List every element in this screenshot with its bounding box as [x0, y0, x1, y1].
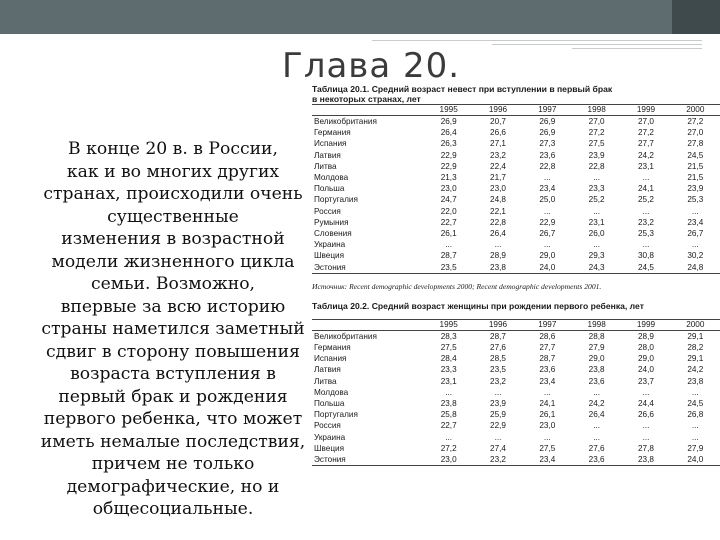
table-row [312, 194, 720, 205]
value-cell: 27,9 [588, 343, 605, 353]
value-cell: 28,3 [440, 331, 457, 341]
value-cell: 23,1 [588, 217, 605, 227]
header-blank-cell [312, 105, 424, 116]
country-cell: Молдова [314, 387, 349, 397]
value-cell: 28,9 [490, 251, 506, 261]
country-cell: Латвия [314, 365, 341, 375]
body-line: первый брак и рождения [58, 386, 288, 407]
value-cell: 23,0 [539, 421, 556, 431]
slide-title: Глава 20. [282, 46, 461, 86]
value-cell: 24,7 [440, 195, 457, 205]
table-row [312, 239, 720, 250]
table-row [312, 364, 720, 375]
table-row [312, 150, 720, 161]
value-cell: 22,7 [440, 217, 457, 227]
value-cell: 22,7 [440, 421, 457, 431]
value-cell: ... [642, 432, 650, 442]
country-cell: Швеция [314, 251, 345, 261]
value-cell: 26,1 [440, 229, 457, 239]
body-line: изменения в возрастной [61, 229, 285, 249]
value-cell: 27,8 [687, 139, 704, 149]
value-cell: 23,3 [440, 365, 457, 375]
value-cell: 27,2 [440, 443, 457, 453]
country-cell: Румыния [314, 217, 349, 227]
value-cell: 23,6 [539, 150, 556, 160]
top-banner [0, 0, 720, 34]
value-cell: 23,2 [473, 454, 522, 466]
value-cell: 24,8 [490, 195, 506, 205]
year-header: 1998 [572, 105, 621, 116]
value-cell: ... [593, 432, 601, 442]
value-cell: 26,9 [440, 117, 457, 126]
table-row [312, 161, 720, 172]
table-row [312, 409, 720, 420]
value-cell: 30,2 [687, 251, 704, 261]
table2 [312, 319, 720, 466]
value-cell: 22,9 [539, 217, 556, 227]
value-cell: ... [642, 421, 650, 431]
table-row [312, 127, 720, 138]
value-cell: ... [691, 421, 699, 431]
value-cell: 25,3 [687, 195, 704, 205]
value-cell: ... [543, 206, 551, 216]
value-cell: 28,8 [588, 331, 605, 341]
year-header: 1999 [621, 319, 670, 330]
value-cell: 26,7 [539, 229, 556, 239]
value-cell: 23,4 [539, 376, 556, 386]
value-cell: 24,0 [671, 454, 720, 466]
country-cell: Россия [314, 206, 341, 216]
value-cell: 22,9 [440, 150, 457, 160]
table-row [312, 250, 720, 261]
value-cell: ... [691, 240, 699, 250]
table-row [312, 387, 720, 398]
value-cell: 26,6 [638, 410, 654, 420]
value-cell: 26,1 [539, 410, 556, 420]
value-cell: 23,1 [638, 161, 654, 171]
value-cell: 24,1 [539, 399, 556, 409]
value-cell: 23,2 [638, 217, 654, 227]
value-cell: 25,2 [588, 195, 605, 205]
country-cell: Украина [314, 432, 346, 442]
value-cell: 27,1 [490, 139, 506, 149]
body-line: общесоциальные. [92, 499, 254, 519]
body-line: существенные [107, 206, 239, 227]
table-row [312, 432, 720, 443]
table-row [312, 330, 720, 342]
value-cell: 28,6 [539, 331, 556, 341]
country-cell: Эстония [312, 262, 424, 274]
value-cell: 30,8 [638, 251, 654, 261]
value-cell: 26,4 [440, 128, 457, 138]
value-cell: 23,5 [490, 365, 506, 375]
value-cell: 27,7 [539, 343, 556, 353]
country-cell: Латвия [314, 150, 341, 160]
value-cell: 24,8 [671, 262, 720, 274]
value-cell: 23,9 [687, 184, 704, 194]
slide-body-text [34, 138, 312, 521]
value-cell: 27,2 [588, 128, 605, 138]
value-cell: 21,3 [440, 173, 457, 183]
year-header: 1996 [473, 105, 522, 116]
table-row [312, 206, 720, 217]
value-cell: 22,0 [440, 206, 457, 216]
year-header: 2000 [671, 105, 720, 116]
country-cell: Молдова [314, 173, 349, 183]
country-cell: Испания [314, 139, 347, 149]
value-cell: 29,1 [687, 354, 704, 364]
value-cell: 20,7 [490, 117, 506, 126]
value-cell: 24,5 [687, 150, 704, 160]
value-cell: ... [642, 240, 650, 250]
value-cell: 29,1 [687, 331, 704, 341]
table-row [312, 138, 720, 149]
value-cell: 29,0 [638, 354, 654, 364]
table-row [312, 116, 720, 128]
value-cell: ... [543, 173, 551, 183]
value-cell: 26,6 [490, 128, 506, 138]
value-cell: 27,3 [539, 139, 556, 149]
body-line: демографические, но и [66, 476, 280, 497]
value-cell: 28,7 [490, 331, 506, 341]
value-cell: ... [445, 432, 453, 442]
value-cell: 27,5 [539, 443, 556, 453]
value-cell: ... [445, 240, 453, 250]
tables-area [312, 84, 720, 466]
value-cell: 23,1 [440, 376, 457, 386]
value-cell: 24,2 [588, 399, 605, 409]
table-header-row [312, 105, 720, 116]
value-cell: 27,2 [638, 128, 654, 138]
table1-source: Источник: Recent demographic developments 2000; Recent demographic developments 2001. [312, 281, 602, 291]
value-cell: 26,4 [588, 410, 605, 420]
value-cell: ... [445, 387, 453, 397]
value-cell: 28,4 [440, 354, 457, 364]
value-cell: 24,1 [638, 184, 654, 194]
value-cell: 27,4 [490, 443, 506, 453]
table-row [312, 228, 720, 239]
year-header: 2000 [671, 319, 720, 330]
year-header: 1998 [572, 319, 621, 330]
value-cell: ... [642, 173, 650, 183]
value-cell: 22,8 [588, 161, 605, 171]
value-cell: 27,2 [687, 117, 704, 126]
value-cell: 28,9 [638, 331, 654, 341]
value-cell: ... [691, 206, 699, 216]
value-cell: 24,5 [621, 262, 670, 274]
country-cell: Польша [314, 184, 345, 194]
value-cell: 26,0 [588, 229, 605, 239]
table-row [312, 342, 720, 353]
value-cell: 24,3 [572, 262, 621, 274]
value-cell: ... [691, 387, 699, 397]
table1-caption-line2: в некоторых странах, лет [312, 94, 421, 104]
value-cell: 24,0 [638, 365, 654, 375]
value-cell: 27,0 [588, 117, 605, 126]
body-line: причем не только [91, 454, 255, 474]
value-cell: 23,8 [588, 365, 605, 375]
value-cell: 25,3 [638, 229, 654, 239]
body-line: В конце 20 в. в России, [68, 139, 278, 159]
value-cell: ... [494, 240, 502, 250]
table-row [312, 420, 720, 431]
value-cell: 23,9 [490, 399, 506, 409]
value-cell: 28,2 [687, 343, 704, 353]
table-row [312, 398, 720, 409]
table-row [312, 183, 720, 194]
value-cell: ... [543, 240, 551, 250]
body-line: странах, происходили очень [43, 184, 303, 204]
value-cell: 21,5 [687, 173, 704, 183]
table1-caption-line1: Таблица 20.1. Средний возраст невест при вступлении в первый брак [312, 84, 613, 94]
value-cell: 23,4 [523, 454, 572, 466]
value-cell: 24,0 [523, 262, 572, 274]
value-cell: 24,4 [638, 399, 654, 409]
value-cell: 22,9 [440, 161, 457, 171]
header-blank-cell [312, 319, 424, 330]
value-cell: ... [494, 432, 502, 442]
value-cell: 27,6 [588, 443, 605, 453]
value-cell: 25,2 [638, 195, 654, 205]
value-cell: 23,0 [424, 454, 473, 466]
value-cell: 26,7 [687, 229, 704, 239]
year-header: 1997 [523, 105, 572, 116]
value-cell: 23,8 [621, 454, 670, 466]
value-cell: 27,0 [638, 117, 654, 126]
value-cell: 22,8 [490, 217, 506, 227]
value-cell: 21,5 [687, 161, 704, 171]
value-cell: 23,6 [588, 376, 605, 386]
value-cell: 25,9 [490, 410, 506, 420]
value-cell: 23,2 [490, 150, 506, 160]
table-header-row [312, 319, 720, 330]
value-cell: 27,7 [638, 139, 654, 149]
top-banner-accent [672, 0, 720, 34]
country-cell: Великобритания [314, 331, 377, 341]
country-cell: Португалия [314, 195, 358, 205]
value-cell: 23,6 [539, 365, 556, 375]
value-cell: 22,4 [490, 161, 506, 171]
table-row [312, 454, 720, 466]
value-cell: 23,3 [588, 184, 605, 194]
value-cell: 23,9 [588, 150, 605, 160]
value-cell: 23,2 [490, 376, 506, 386]
body-line: первого ребенка, что может [43, 409, 303, 429]
country-cell: Эстония [312, 454, 424, 466]
country-cell: Германия [314, 128, 351, 138]
value-cell: 22,1 [490, 206, 506, 216]
value-cell: 26,3 [440, 139, 457, 149]
year-header: 1995 [424, 319, 473, 330]
value-cell: 26,9 [539, 128, 556, 138]
value-cell: 23,4 [539, 184, 556, 194]
country-cell: Россия [314, 421, 341, 431]
value-cell: ... [593, 206, 601, 216]
value-cell: 22,9 [490, 421, 506, 431]
country-cell: Польша [314, 399, 345, 409]
value-cell: 29,0 [539, 251, 556, 261]
table2-caption: Таблица 20.2. Средний возраст женщины при рождении первого ребенка, лет [312, 300, 644, 311]
value-cell: 29,0 [588, 354, 605, 364]
value-cell: 23,8 [687, 376, 704, 386]
country-cell: Украина [314, 240, 346, 250]
country-cell: Испания [314, 354, 347, 364]
body-line: иметь немалые последствия, [40, 431, 306, 452]
value-cell: 25,8 [440, 410, 457, 420]
value-cell: 28,7 [539, 354, 556, 364]
year-header: 1995 [424, 105, 473, 116]
country-cell: Литва [314, 161, 337, 171]
value-cell: ... [642, 206, 650, 216]
value-cell: 27,6 [490, 343, 506, 353]
year-header: 1996 [473, 319, 522, 330]
value-cell: 27,9 [687, 443, 704, 453]
value-cell: 23,4 [687, 217, 704, 227]
value-cell: ... [691, 432, 699, 442]
value-cell: 23,5 [424, 262, 473, 274]
body-line: семьи. Возможно, [90, 274, 256, 294]
body-line: страны наметился заметный [41, 319, 305, 339]
table-row [312, 353, 720, 364]
year-header: 1997 [523, 319, 572, 330]
body-line: возраста вступления в [70, 364, 276, 384]
value-cell: 28,5 [490, 354, 506, 364]
country-cell: Литва [314, 376, 337, 386]
value-cell: 25,0 [539, 195, 556, 205]
value-cell: 28,0 [638, 343, 654, 353]
value-cell: ... [543, 387, 551, 397]
value-cell: 26,4 [490, 229, 506, 239]
value-cell: 23,8 [473, 262, 522, 274]
table-row [312, 262, 720, 274]
value-cell: 23,8 [440, 399, 457, 409]
value-cell: 27,8 [638, 443, 654, 453]
country-cell: Португалия [314, 410, 358, 420]
value-cell: 29,3 [588, 251, 605, 261]
table-row [312, 376, 720, 387]
value-cell: ... [642, 387, 650, 397]
value-cell: 24,2 [638, 150, 654, 160]
body-line: впервые за всю историю [60, 296, 286, 317]
value-cell: 26,9 [539, 117, 556, 126]
value-cell: ... [494, 387, 502, 397]
value-cell: 27,5 [440, 343, 457, 353]
table1 [312, 104, 720, 274]
value-cell: ... [593, 240, 601, 250]
body-line: модели жизненного цикла [51, 251, 295, 272]
table-row [312, 172, 720, 183]
body-line: сдвиг в сторону повышения [46, 341, 300, 362]
body-line: как и во многих других [66, 161, 280, 182]
country-cell: Швеция [314, 443, 345, 453]
value-cell: ... [593, 173, 601, 183]
value-cell: 21,7 [490, 173, 506, 183]
value-cell: 23,0 [490, 184, 506, 194]
value-cell: 27,5 [588, 139, 605, 149]
country-cell: Великобритания [314, 117, 377, 126]
value-cell: 27,0 [687, 128, 704, 138]
value-cell: 24,5 [687, 399, 704, 409]
value-cell: 24,2 [687, 365, 704, 375]
year-header: 1999 [621, 105, 670, 116]
value-cell: ... [543, 432, 551, 442]
value-cell: 23,6 [572, 454, 621, 466]
country-cell: Словения [314, 229, 352, 239]
value-cell: 28,7 [440, 251, 457, 261]
table-row [312, 217, 720, 228]
value-cell: 23,7 [638, 376, 654, 386]
value-cell: 23,0 [440, 184, 457, 194]
table-row [312, 443, 720, 454]
value-cell: ... [593, 421, 601, 431]
country-cell: Германия [314, 343, 351, 353]
value-cell: 22,8 [539, 161, 556, 171]
value-cell: ... [593, 387, 601, 397]
value-cell: 26,8 [687, 410, 704, 420]
